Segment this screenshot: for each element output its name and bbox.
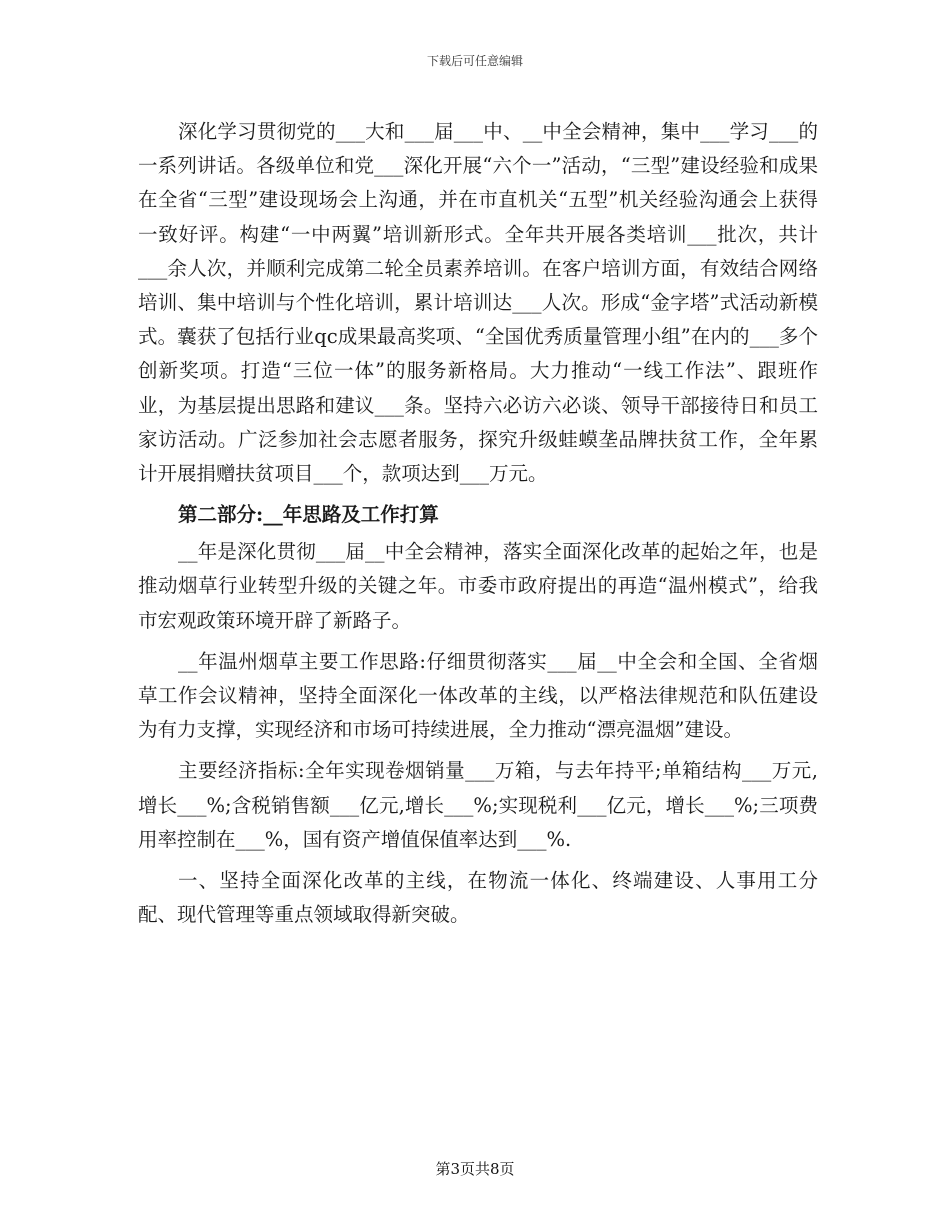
- paragraph-work-ideas: __年温州烟草主要工作思路:仔细贯彻落实___届__中全会和全国、全省烟草工作会议精神，坚持全面深化一体改革的主线，以严格法律规范和队伍建设为有力支撑，实现经济和市场可持续进展，全力推动“漂亮温烟”建设。: [138, 649, 818, 742]
- paragraph-reform-item-1: 一、坚持全面深化改革的主线，在物流一体化、终端建设、人事用工分配、现代管理等重点领域取得新突破。: [138, 869, 818, 927]
- page-header: 下载后可任意编辑: [426, 54, 523, 68]
- paragraph-year-context: __年是深化贯彻___届__中全会精神，落实全面深化改革的起始之年，也是推动烟草行业转型升级的关键之年。市委市政府提出的再造“温州模式”，给我市宏观政策环境开辟了新路子。: [138, 540, 818, 632]
- page-footer: 第3页共8页: [435, 1160, 515, 1178]
- paragraph-economic-indicators: 主要经济指标:全年实现卷烟销量___万箱，与去年持平;单箱结构___万元,增长___%;含税销售额___亿元,增长___%;实现税利___亿元，增长___%;三项费用率控制在___%，国有资产增值保值率达到___%.: [138, 759, 818, 851]
- document-body: [138, 115, 818, 932]
- paragraph-achievements: 深化学习贯彻党的___大和___届___中、__中全会精神，集中___学习___的一系列讲话。各级单位和党___深化开展“六个一”活动，“三型”建设经验和成果在全省“三型”建设现场会上沟通，并在市直机关“五型”机关经验沟通会上获得一致好评。构建“一中两翼”培训新形式。全年共开展各类培训___批次，共计___余人次，并顺利完成第二轮全员素养培训。在客户培训方面，有效结合网络培训、集中培训与个性化培训，累计培训达___人次。形成“金字塔”式活动新模式。囊获了包括行业qc成果最高奖项、“全国优秀质量管理小组”在内的___多个创新奖项。打造“三位一体”的服务新格局。大力推动“一线工作法”、跟班作业，为基层提出思路和建议___条。坚持六必访六必谈、领导干部接待日和员工家访活动。广泛参加社会志愿者服务，探究升级蛙蟆垄品牌扶贫工作，全年累计开展捐赠扶贫项目___个，款项达到___万元。: [138, 120, 818, 486]
- section-title: 第二部分:__年思路及工作打算: [178, 503, 439, 527]
